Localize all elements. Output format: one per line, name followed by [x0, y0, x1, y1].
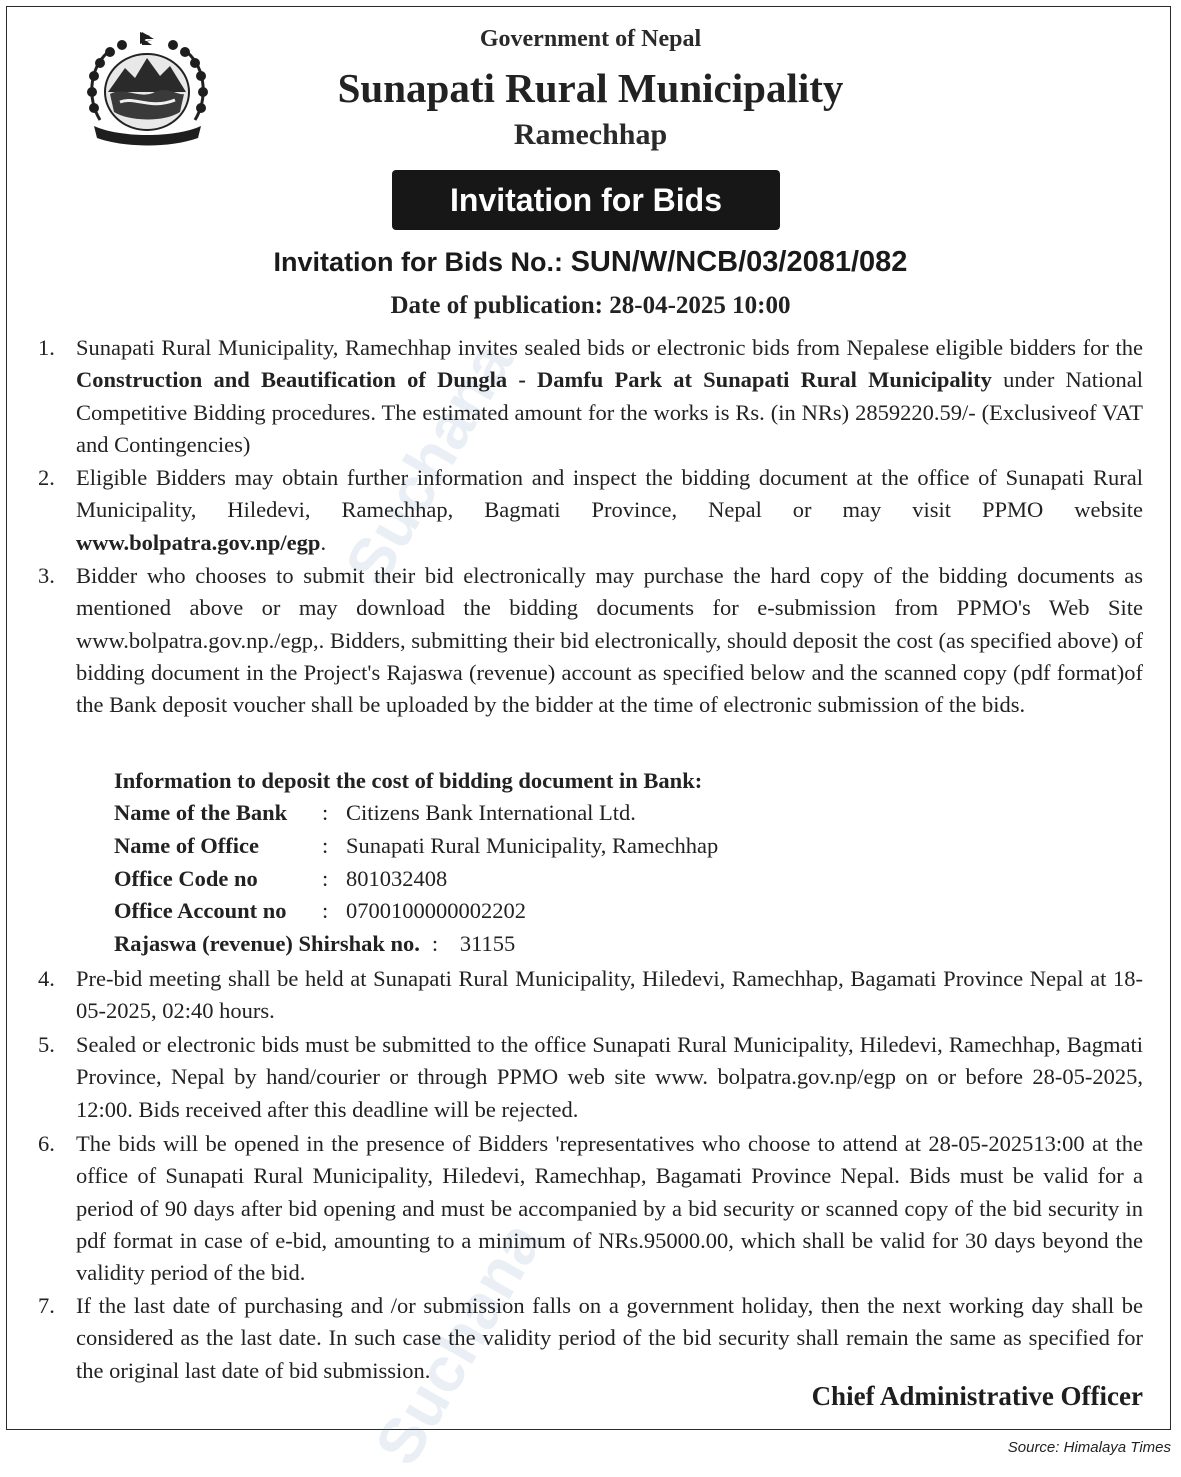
clause-number: 6. — [38, 1131, 55, 1156]
bank-info-row: Office Code no : 801032408 — [114, 865, 448, 891]
clause-2 — [38, 462, 1143, 559]
government-heading: Government of Nepal — [479, 26, 702, 52]
bid-number-line — [0, 246, 1181, 279]
clause-number: 7. — [38, 1293, 55, 1318]
clause-text: If the last date of purchasing and /or submission falls on a government holiday, then the next working day shall be considered as the last date. In such case the validity period of the bid security shall remain the same as specified for the original last date of bid submission. — [76, 1293, 1143, 1383]
bank-info-title: Information to deposit the cost of bidding document in Bank: — [114, 768, 703, 793]
clause-6 — [38, 1128, 1143, 1289]
bank-info-row: Rajaswa (revenue) Shirshak no. : 31155 — [114, 931, 516, 957]
clause-7 — [38, 1290, 1143, 1387]
bank-deposit-info — [114, 764, 814, 961]
clause-4 — [38, 963, 1143, 1028]
bank-info-row: Name of Office : Sunapati Rural Municipality, Ramechhap — [114, 832, 719, 858]
clause-number: 5. — [38, 1032, 55, 1057]
district-heading: Ramechhap — [513, 118, 668, 151]
bid-number-value: SUN/W/NCB/03/2081/082 — [570, 246, 908, 278]
invitation-banner: Invitation for Bids — [392, 170, 780, 230]
clause-text: The bids will be opened in the presence of Bidders 'representatives who choose to attend at 28-05-202513:00 at the office of Sunapati Rural Municipality, Hiledevi, Ramechhap, Bagamati Province Nepal. Bids must be valid for a period of 90 days after bid opening and must be accompanied by a bid security or scanned copy of the bid security in pdf format in case of e-bid, amounting to a minimum of NRs.95000.00, which shall be valid for 30 days beyond the validity period of the bid. — [76, 1131, 1143, 1286]
publication-value: 28-04-2025 10:00 — [609, 292, 791, 319]
source-credit: Source: Himalaya Times — [1007, 1439, 1171, 1456]
bank-info-row: Office Account no : 0700100000002202 — [114, 898, 526, 924]
clause-number: 3. — [38, 563, 55, 588]
bid-number-label: Invitation for Bids No.: — [273, 247, 564, 277]
clause-number: 2. — [38, 465, 55, 490]
clause-text: Sunapati Rural Municipality, Ramechhap invites sealed bids or electronic bids from Nepalese eligible bidders for the Construction and Beautification of Dungla - Damfu Park at Sunapati Rural Municipality under National Competitive Bidding procedures. The estimated amount for the works is Rs. (in NRs) 2859220.59/- (Exclusiveof VAT and Contingencies) — [76, 335, 1143, 457]
clause-number: 4. — [38, 966, 55, 991]
clause-5 — [38, 1029, 1143, 1126]
clause-number: 1. — [38, 335, 55, 360]
municipality-title: Sunapati Rural Municipality — [337, 65, 844, 111]
ppmo-website-link[interactable]: www.bolpatra.gov.np/egp — [76, 529, 321, 555]
clause-text: Eligible Bidders may obtain further information and inspect the bidding document at the office of Sunapati Rural Municipality, Hiledevi, Ramechhap, Bagmati Province, Nepal or may visit PPMO website www.bolpatra.gov.np/egp. — [76, 465, 1143, 555]
clause-text: Pre-bid meeting shall be held at Sunapati Rural Municipality, Hiledevi, Ramechhap, Bagamati Province Nepal at 18-05-2025, 02:40 hours. — [76, 966, 1143, 1024]
bank-info-row: Name of the Bank : Citizens Bank International Ltd. — [114, 800, 636, 825]
publication-date-line — [0, 292, 1181, 320]
project-name: Construction and Beautification of Dungla - Damfu Park at Sunapati Rural Municipality — [76, 367, 992, 393]
clause-text: Sealed or electronic bids must be submitted to the office Sunapati Rural Municipality, Hiledevi, Ramechhap, Bagmati Province, Nepal by hand/courier or through PPMO web site www. bolpatra.gov.np/egp on or before 28-05-2025, 12:00. Bids received after this deadline will be rejected. — [76, 1032, 1143, 1122]
signature-title: Chief Administrative Officer — [811, 1381, 1143, 1411]
watermark: Suchana Suchana — [330, 329, 557, 1477]
clause-1 — [38, 332, 1143, 461]
clause-3 — [38, 560, 1143, 721]
publication-label: Date of publication: — [390, 292, 603, 319]
clause-text: Bidder who chooses to submit their bid electronically may purchase the hard copy of the bidding documents as mentioned above or may download the bidding documents for e-submission from PPMO's Web Site www.bolpatra.gov.np./egp,. Bidders, submitting their bid electronically, should deposit the cost (as specified above) of bidding document in the Project's Rajaswa (revenue) account as specified below and the scanned copy (pdf format)of the Bank deposit voucher shall be uploaded by the bidder at the time of electronic submission of the bids. — [76, 563, 1143, 718]
